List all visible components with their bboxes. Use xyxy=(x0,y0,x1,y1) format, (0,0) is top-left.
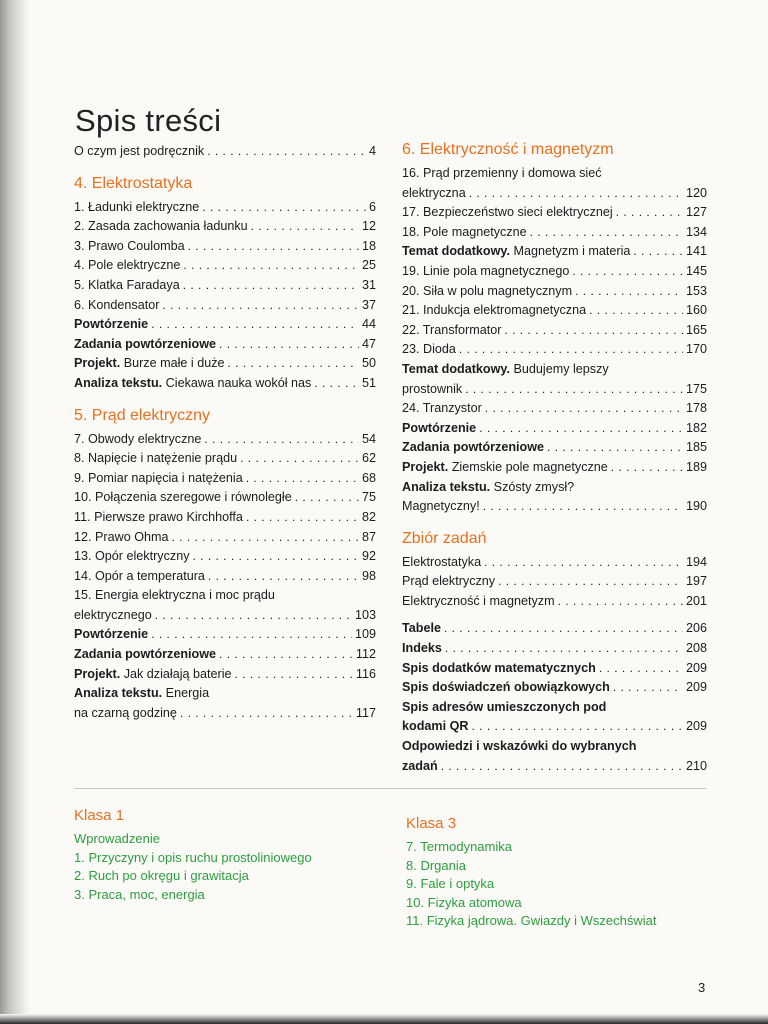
toc-entry[interactable]: 7. Obwody elektryczne . . . 54 xyxy=(74,430,376,450)
class3-item: 8. Drgania xyxy=(406,857,466,873)
toc-entry[interactable]: 20. Siła w polu magnetycznym . . . 153 xyxy=(402,282,707,302)
class1-item: Wprowadzenie xyxy=(74,831,160,846)
toc-entry[interactable]: Spis dodatków matematycznych . . . 209 xyxy=(402,659,707,679)
toc-entry[interactable]: 19. Linie pola magnetycznego . . . 145 xyxy=(402,262,707,282)
toc-entry[interactable]: 21. Indukcja elektromagnetyczna . . . 160 xyxy=(402,301,707,321)
toc-entry[interactable]: Temat dodatkowy. Magnetyzm i materia . . . 141 xyxy=(402,242,707,262)
toc-entry[interactable]: Spis doświadczeń obowiązkowych . . . 209 xyxy=(402,678,707,698)
toc-entry-line: Temat dodatkowy. Budujemy lepszy xyxy=(402,361,609,376)
toc-entry[interactable]: Powtórzenie . . . 44 xyxy=(74,315,376,335)
toc-entry[interactable]: Projekt. Burze małe i duże . . . 50 xyxy=(74,354,376,374)
divider xyxy=(74,788,706,789)
toc-entry-line: 16. Prąd przemienny i domowa sieć xyxy=(402,166,602,180)
class3-box xyxy=(406,814,726,931)
toc-entry[interactable]: zadań . . . 210 xyxy=(402,757,707,777)
class3-item: 9. Fale i optyka xyxy=(406,876,495,892)
class1-item: 1. Przyczyny i opis ruchu prostoliniowego xyxy=(74,849,312,865)
toc-entry[interactable]: 4. Pole elektryczne . . . 25 xyxy=(74,256,376,276)
toc-entry[interactable]: 2. Zasada zachowania ładunku . . . 12 xyxy=(74,217,376,237)
toc-entry[interactable]: Zadania powtórzeniowe . . . 47 xyxy=(74,335,376,355)
toc-entry[interactable]: 11. Pierwsze prawo Kirchhoffa . . . 82 xyxy=(74,508,376,528)
toc-entry[interactable]: 22. Transformator . . . 165 xyxy=(402,321,707,341)
toc-entry-line: Spis adresów umieszczonych pod xyxy=(402,699,607,714)
toc-entry[interactable]: Powtórzenie . . . 182 xyxy=(402,419,707,439)
class3-item: 7. Termodynamika xyxy=(406,839,512,854)
page-bottom-edge xyxy=(0,1014,768,1024)
toc-entry-line: Analiza tekstu. Szósty zmysł? xyxy=(402,479,575,494)
toc-entry[interactable]: 12. Prawo Ohma . . . 87 xyxy=(74,528,376,548)
toc-entry[interactable]: Analiza tekstu. Ciekawa nauka wokół nas . . . 51 xyxy=(74,374,376,394)
page-number: 3 xyxy=(698,980,706,995)
toc-entry[interactable]: Projekt. Ziemskie pole magnetyczne . . . 189 xyxy=(402,458,707,478)
section-heading: 6. Elektryczność i magnetyzm xyxy=(402,141,614,158)
section-heading: 4. Elektrostatyka xyxy=(74,174,193,192)
toc-right-column xyxy=(402,140,707,776)
toc-entry[interactable]: 1. Ładunki elektryczne . . . 6 xyxy=(74,198,376,218)
class3-item: 11. Fizyka jądrowa. Gwiazdy i Wszechświat xyxy=(406,913,657,929)
class1-item: 2. Ruch po okręgu i grawitacja xyxy=(74,868,249,884)
section-heading: Zbiór zadań xyxy=(402,529,487,547)
toc-entry-line: Analiza tekstu. Energia xyxy=(74,686,210,701)
toc-left-column xyxy=(74,142,376,723)
class1-box xyxy=(74,806,394,904)
toc-entry[interactable]: O czym jest podręcznik . . . 4 xyxy=(74,142,376,162)
toc-entry[interactable]: prostownik . . . 175 xyxy=(402,380,707,400)
toc-entry[interactable]: Elektryczność i magnetyzm . . . 201 xyxy=(402,592,707,612)
toc-entry-line: 15. Energia elektryczna i moc prądu xyxy=(74,588,275,603)
toc-entry[interactable]: kodami QR . . . 209 xyxy=(402,717,707,737)
toc-entry[interactable]: Indeks . . . 208 xyxy=(402,639,707,659)
class1-item: 3. Praca, moc, energia xyxy=(74,886,205,902)
toc-entry[interactable]: 23. Dioda . . . 170 xyxy=(402,340,707,360)
toc-entry[interactable]: 17. Bezpieczeństwo sieci elektrycznej . . . 127 xyxy=(402,203,707,223)
toc-entry[interactable]: 18. Pole magnetyczne . . . 134 xyxy=(402,223,707,243)
toc-entry[interactable]: elektrycznego . . . 103 xyxy=(74,606,376,626)
toc-entry[interactable]: Elektrostatyka . . . 194 xyxy=(402,553,707,573)
toc-entry[interactable]: 8. Napięcie i natężenie prądu . . . 62 xyxy=(74,449,376,469)
class1-heading: Klasa 1 xyxy=(74,807,125,824)
section-heading: 5. Prąd elektryczny xyxy=(74,406,211,424)
toc-entry[interactable]: 14. Opór a temperatura . . . 98 xyxy=(74,567,376,587)
toc-entry[interactable]: elektryczna . . . 120 xyxy=(402,184,707,204)
toc-entry[interactable]: 24. Tranzystor . . . 178 xyxy=(402,399,707,419)
toc-entry[interactable]: 9. Pomiar napięcia i natężenia . . . 68 xyxy=(74,469,376,489)
page-title: Spis treści xyxy=(75,102,222,138)
toc-entry[interactable]: Zadania powtórzeniowe . . . 112 xyxy=(74,645,376,665)
toc-entry[interactable]: na czarną godzinę . . . 117 xyxy=(74,704,376,724)
toc-entry[interactable]: 3. Prawo Coulomba . . . 18 xyxy=(74,237,376,257)
class3-item: 10. Fizyka atomowa xyxy=(406,894,522,910)
toc-entry[interactable]: Powtórzenie . . . 109 xyxy=(74,625,376,645)
toc-entry[interactable]: Projekt. Jak działają baterie . . . 116 xyxy=(74,665,376,685)
book-gutter xyxy=(0,0,30,1024)
toc-entry[interactable]: Magnetyczny! . . . 190 xyxy=(402,497,707,517)
toc-entry[interactable]: 10. Połączenia szeregowe i równoległe . . . 75 xyxy=(74,488,376,508)
toc-entry[interactable]: Tabele . . . 206 xyxy=(402,619,707,639)
toc-entry[interactable]: 13. Opór elektryczny . . . 92 xyxy=(74,547,376,567)
toc-entry[interactable]: Prąd elektryczny . . . 197 xyxy=(402,572,707,592)
toc-entry[interactable]: 6. Kondensator . . . 37 xyxy=(74,296,376,316)
toc-entry[interactable]: 5. Klatka Faradaya . . . 31 xyxy=(74,276,376,296)
toc-entry[interactable]: Zadania powtórzeniowe . . . 185 xyxy=(402,438,707,458)
toc-entry-line: Odpowiedzi i wskazówki do wybranych xyxy=(402,739,637,754)
class3-heading: Klasa 3 xyxy=(406,815,457,832)
